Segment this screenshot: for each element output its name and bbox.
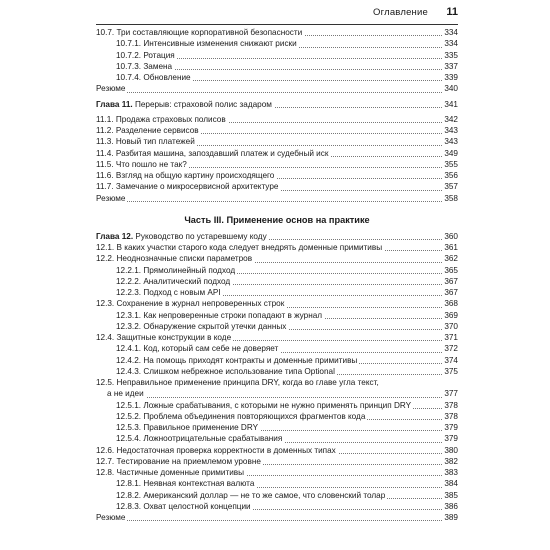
toc-entry-page: 389 bbox=[444, 513, 458, 522]
chapter-label: Глава 11. bbox=[96, 99, 133, 109]
chapter-title: Руководство по устаревшему коду bbox=[135, 231, 267, 241]
toc-entry-page: 369 bbox=[444, 310, 458, 320]
toc-entry-number: 11.6. bbox=[96, 171, 114, 180]
toc-entry-number: 11.5. bbox=[96, 159, 114, 169]
toc-entry-number: 12.8.2. bbox=[116, 490, 142, 500]
toc-entry-page: 334 bbox=[444, 39, 458, 49]
toc-entry-title: В каких участки старого кода следует внедрять доменные примитивы bbox=[116, 243, 383, 252]
toc-entry-page: 384 bbox=[444, 479, 458, 489]
toc-entry-title: Частичные доменные примитивы bbox=[116, 468, 245, 477]
toc-entry bbox=[96, 27, 458, 38]
toc-entry-title: Прямолинейный подход bbox=[143, 265, 236, 275]
toc-entry bbox=[96, 170, 458, 181]
toc-entry-page: 365 bbox=[444, 265, 458, 275]
toc-entry bbox=[96, 253, 458, 264]
toc-entry-number: 12.5.2. bbox=[116, 411, 142, 421]
toc-entry-title: Обнаружение скрытой утечки данных bbox=[143, 321, 287, 331]
toc-entry-number: 12.2. bbox=[96, 254, 115, 264]
toc-entry-page: 385 bbox=[444, 490, 458, 500]
toc-entry-page: 339 bbox=[444, 73, 458, 82]
toc-entry-title: Разделение сервисов bbox=[115, 126, 199, 135]
toc-entry bbox=[96, 50, 458, 61]
toc-entry-page: 372 bbox=[444, 344, 458, 354]
toc-entry-title: Тестирование на приемлемом уровне bbox=[116, 456, 261, 466]
toc-entry-page: 349 bbox=[444, 148, 458, 158]
toc-entry-page: 375 bbox=[444, 366, 458, 376]
toc-entry-page: 368 bbox=[444, 299, 458, 309]
toc-entry bbox=[96, 366, 458, 377]
toc-entry-title: Американский доллар — не то же самое, что словенский толар bbox=[143, 490, 386, 500]
toc-entry-title: Слишком небрежное использование типа Optional bbox=[143, 366, 335, 376]
header-page-number: 11 bbox=[446, 6, 458, 18]
chapter-label: Глава 12. bbox=[96, 231, 134, 241]
toc-entry-title: Неправильное применение принципа DRY, когда во главе угла текст, bbox=[116, 378, 379, 387]
toc-entry bbox=[96, 321, 458, 332]
toc-entry-number: 11.3. bbox=[96, 137, 114, 147]
toc-entry-page: 335 bbox=[444, 50, 458, 60]
toc-entry-number: 12.8.1. bbox=[116, 479, 142, 489]
toc-entry-page: 371 bbox=[444, 333, 458, 342]
table-of-contents bbox=[96, 27, 458, 523]
toc-entry-page: 378 bbox=[444, 411, 458, 421]
toc-entry-number: 12.4. bbox=[96, 333, 115, 342]
part-heading: Часть III. Применение основ на практике bbox=[184, 214, 370, 225]
toc-entry-number: 12.4.3. bbox=[116, 366, 142, 376]
toc-entry-page: 367 bbox=[444, 276, 458, 286]
toc-entry-number: 12.6. bbox=[96, 445, 115, 455]
header-rule bbox=[96, 24, 458, 25]
toc-entry-page: 380 bbox=[444, 445, 458, 455]
toc-entry-title: Замена bbox=[143, 61, 173, 71]
toc-entry-page: 370 bbox=[444, 321, 458, 331]
chapter-page: 360 bbox=[444, 231, 458, 241]
toc-entry-title: Проблема объединения повторяющихся фрагментов кода bbox=[143, 411, 366, 421]
toc-entry-title: Три составляющие корпоративной безопасности bbox=[116, 28, 303, 37]
toc-entry-number: 12.2.3. bbox=[116, 288, 142, 297]
toc-entry-page: 383 bbox=[444, 468, 458, 477]
toc-entry-number: 10.7. bbox=[96, 28, 115, 37]
toc-entry-page: 379 bbox=[444, 434, 458, 444]
toc-entry-number: 12.2.1. bbox=[116, 265, 142, 275]
toc-chapter-11 bbox=[96, 99, 458, 110]
toc-entry bbox=[96, 422, 458, 433]
toc-entry-page: 356 bbox=[444, 171, 458, 180]
toc-entry-page: 377 bbox=[444, 389, 458, 399]
toc-entry-number: 11.2. bbox=[96, 126, 114, 135]
toc-entry-title: Разбитая машина, запоздавший платеж и судебный иск bbox=[115, 148, 329, 158]
toc-entry bbox=[96, 355, 458, 366]
toc-entry-title: Ложноотрицательные срабатывания bbox=[143, 434, 283, 444]
toc-entry bbox=[96, 83, 458, 94]
toc-entry-title: Ротация bbox=[143, 50, 175, 60]
toc-entry-title: Продажа страховых полисов bbox=[115, 114, 226, 124]
toc-group-chapter-10 bbox=[96, 27, 458, 95]
toc-entry-page: 358 bbox=[444, 193, 458, 203]
toc-entry-page: 386 bbox=[444, 501, 458, 511]
toc-chapter-12 bbox=[96, 231, 458, 242]
toc-entry bbox=[96, 72, 458, 83]
toc-entry-title: Правильное применение DRY bbox=[143, 423, 259, 432]
toc-entry-page: 361 bbox=[444, 243, 458, 252]
toc-entry bbox=[96, 38, 458, 49]
toc-entry-page: 340 bbox=[444, 84, 458, 94]
toc-entry-number: 12.5. bbox=[96, 378, 115, 387]
toc-entry-title: Замечание о микросервисной архитектуре bbox=[115, 182, 279, 192]
toc-entry-number: 10.7.1. bbox=[116, 39, 142, 49]
toc-entry-title: Резюме bbox=[96, 513, 126, 522]
toc-entry-number: 12.4.2. bbox=[116, 355, 142, 365]
toc-entry bbox=[96, 136, 458, 147]
toc-entry-page: 337 bbox=[444, 61, 458, 71]
toc-entry-number: 12.5.1. bbox=[116, 400, 142, 410]
toc-entry-page: 343 bbox=[444, 137, 458, 147]
toc-entry bbox=[96, 265, 458, 276]
toc-entry-number: 12.5.4. bbox=[116, 434, 142, 444]
toc-entry-title: Резюме bbox=[96, 84, 126, 94]
toc-entry bbox=[96, 61, 458, 72]
toc-entry-number: 10.7.2. bbox=[116, 50, 142, 60]
toc-entry bbox=[96, 343, 458, 354]
header-section-title: Оглавление bbox=[373, 7, 428, 18]
toc-entry-title: Защитные конструкции в коде bbox=[116, 333, 232, 342]
toc-entry-page: 374 bbox=[444, 355, 458, 365]
toc-entry-title: Неоднозначные списки параметров bbox=[116, 254, 253, 264]
toc-entry-page: 379 bbox=[444, 423, 458, 432]
toc-entry-title: Что пошло не так? bbox=[115, 159, 187, 169]
toc-entry-number: 12.4.1. bbox=[116, 344, 142, 354]
toc-entry-number: 10.7.4. bbox=[116, 73, 142, 82]
toc-entry bbox=[96, 501, 458, 512]
toc-group-chapter-12 bbox=[96, 242, 458, 523]
toc-entry bbox=[96, 298, 458, 309]
toc-entry bbox=[96, 467, 458, 478]
toc-entry-page: 343 bbox=[444, 126, 458, 135]
toc-entry-page: 355 bbox=[444, 159, 458, 169]
toc-entry-page: 362 bbox=[444, 254, 458, 264]
toc-entry-page: 378 bbox=[444, 400, 458, 410]
chapter-title: Перерыв: страховой полис задаром bbox=[134, 99, 272, 109]
toc-entry-title: Как непроверенные строки попадают в журнал bbox=[143, 310, 323, 320]
toc-entry-number: 12.1. bbox=[96, 243, 115, 252]
toc-entry-number: 11.4. bbox=[96, 148, 114, 158]
toc-entry-number: 11.1. bbox=[96, 114, 114, 124]
toc-entry-title: Резюме bbox=[96, 193, 126, 203]
toc-entry bbox=[96, 181, 458, 192]
toc-entry-title: а не идеи bbox=[107, 389, 144, 399]
toc-entry-number: 12.3.1. bbox=[116, 310, 142, 320]
toc-entry bbox=[96, 411, 458, 422]
chapter-page: 341 bbox=[444, 99, 458, 109]
toc-entry bbox=[96, 125, 458, 136]
toc-entry bbox=[96, 490, 458, 501]
toc-entry bbox=[96, 512, 458, 523]
toc-entry-title: Охват целостной концепции bbox=[143, 501, 251, 511]
toc-entry-number: 12.8.3. bbox=[116, 501, 142, 511]
toc-entry-title: Аналитический подход bbox=[143, 276, 231, 286]
toc-entry-number: 12.3.2. bbox=[116, 321, 142, 331]
toc-entry bbox=[96, 445, 458, 456]
toc-entry bbox=[96, 148, 458, 159]
toc-entry-page: 367 bbox=[444, 288, 458, 297]
toc-entry-title: Обновление bbox=[143, 73, 191, 82]
toc-entry-title: Интенсивные изменения снижают риски bbox=[143, 39, 297, 49]
toc-entry-page: 357 bbox=[444, 182, 458, 192]
toc-entry bbox=[96, 388, 458, 399]
toc-entry-page: 334 bbox=[444, 28, 458, 37]
toc-entry-title: Сохранение в журнал непроверенных строк bbox=[116, 299, 285, 309]
toc-entry bbox=[96, 400, 458, 411]
toc-entry-title: Неявная контекстная валюта bbox=[143, 479, 255, 489]
toc-entry-page: 342 bbox=[444, 114, 458, 124]
toc-entry-number: 12.5.3. bbox=[116, 423, 142, 432]
toc-entry-title: На помощь приходят контракты и доменные примитивы bbox=[143, 355, 358, 365]
toc-entry bbox=[96, 193, 458, 204]
toc-entry bbox=[96, 332, 458, 343]
toc-entry-title: Ложные срабатывания, с которыми не нужно применять принцип DRY bbox=[143, 400, 412, 410]
toc-group-chapter-11 bbox=[96, 114, 458, 204]
toc-entry bbox=[96, 114, 458, 125]
toc-entry bbox=[96, 287, 458, 298]
toc-entry-title: Новый тип платежей bbox=[115, 137, 195, 147]
toc-entry-page: 382 bbox=[444, 456, 458, 466]
toc-entry-title: Недостаточная проверка корректности в доменных типах bbox=[116, 445, 336, 455]
toc-entry bbox=[96, 159, 458, 170]
toc-entry-number: 12.3. bbox=[96, 299, 115, 309]
toc-entry bbox=[96, 377, 458, 388]
toc-entry-number: 10.7.3. bbox=[116, 61, 142, 71]
toc-entry-title: Подход с новым API bbox=[143, 288, 221, 297]
toc-entry bbox=[96, 433, 458, 444]
toc-entry-number: 11.7. bbox=[96, 182, 114, 192]
toc-entry-title: Взгляд на общую картину происходящего bbox=[115, 171, 275, 180]
toc-entry-number: 12.7. bbox=[96, 456, 115, 466]
toc-entry bbox=[96, 478, 458, 489]
running-header bbox=[96, 7, 458, 23]
toc-entry bbox=[96, 310, 458, 321]
toc-entry bbox=[96, 276, 458, 287]
toc-entry-number: 12.8. bbox=[96, 468, 115, 477]
toc-entry-number: 12.2.2. bbox=[116, 276, 142, 286]
toc-entry bbox=[96, 456, 458, 467]
toc-entry bbox=[96, 242, 458, 253]
toc-entry-title: Код, который сам себе не доверяет bbox=[143, 344, 279, 354]
